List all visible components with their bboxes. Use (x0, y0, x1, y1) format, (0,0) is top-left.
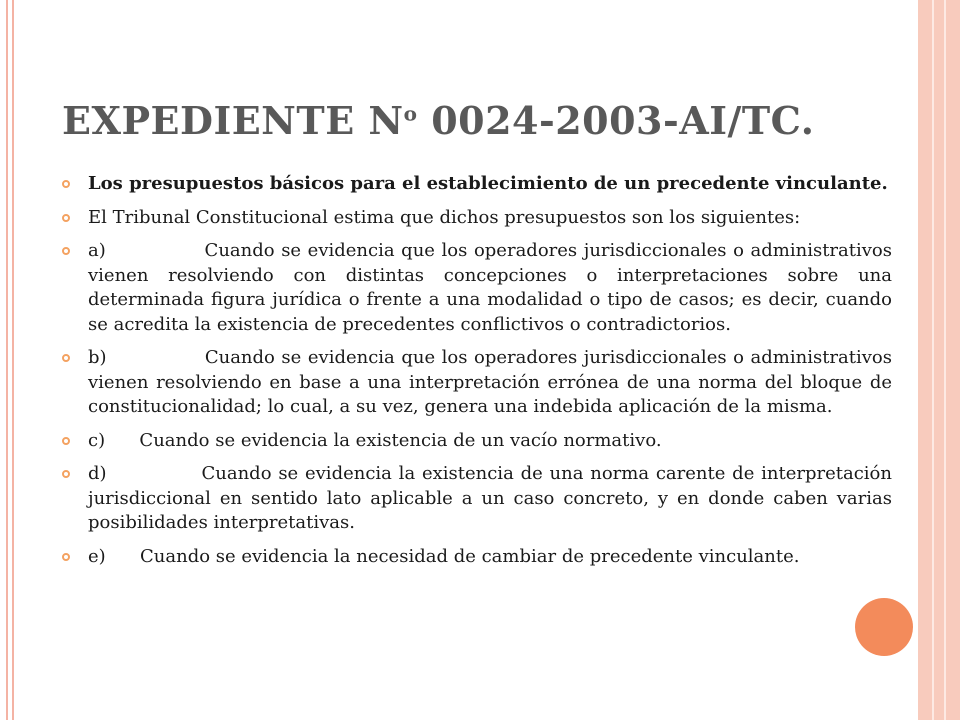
bullet-ring-icon (62, 553, 70, 561)
bullet-ring-icon (62, 180, 70, 188)
right-decorative-band (918, 0, 960, 720)
bullet-item: c) Cuando se evidencia la existencia de un vacío normativo. (62, 429, 892, 454)
bullet-item: b) Cuando se evidencia que los operadores jurisdiccionales o administrativos vienen resolviendo en base a una interpretación errónea de una norma del bloque de constitucionalidad; lo cual, a su vez, genera una indebida aplicación de la misma. (62, 346, 892, 420)
bullet-item: El Tribunal Constitucional estima que dichos presupuestos son los siguientes: (62, 206, 892, 231)
slide-title: EXPEDIENTE $N^o$ 0024-2003-AI/TC. (62, 98, 815, 143)
band-stripe (944, 0, 946, 720)
bullet-item: d) Cuando se evidencia la existencia de una norma carente de interpretación jurisdiccional en sentido lato aplicable a un caso concreto, y en donde caben varias posibilidades interpretativas. (62, 462, 892, 536)
bullet-ring-icon (62, 247, 70, 255)
bullet-list (62, 172, 892, 578)
bullet-ring-icon (62, 437, 70, 445)
bullet-item: Los presupuestos básicos para el establecimiento de un precedente vinculante. (62, 172, 892, 197)
bullet-item: e) Cuando se evidencia la necesidad de cambiar de precedente vinculante. (62, 545, 892, 570)
bullet-item: a) Cuando se evidencia que los operadores jurisdiccionales o administrativos vienen resolviendo con distintas concepciones o interpretaciones sobre una determinada figura jurídica o frente a una modalidad o tipo de casos; es decir, cuando se acredita la existencia de precedentes conflictivos o contradictorios. (62, 239, 892, 337)
bullet-ring-icon (62, 214, 70, 222)
band-stripe (932, 0, 934, 720)
accent-circle (855, 598, 913, 656)
left-decorative-frame (6, 0, 14, 720)
bullet-ring-icon (62, 470, 70, 478)
bullet-ring-icon (62, 354, 70, 362)
